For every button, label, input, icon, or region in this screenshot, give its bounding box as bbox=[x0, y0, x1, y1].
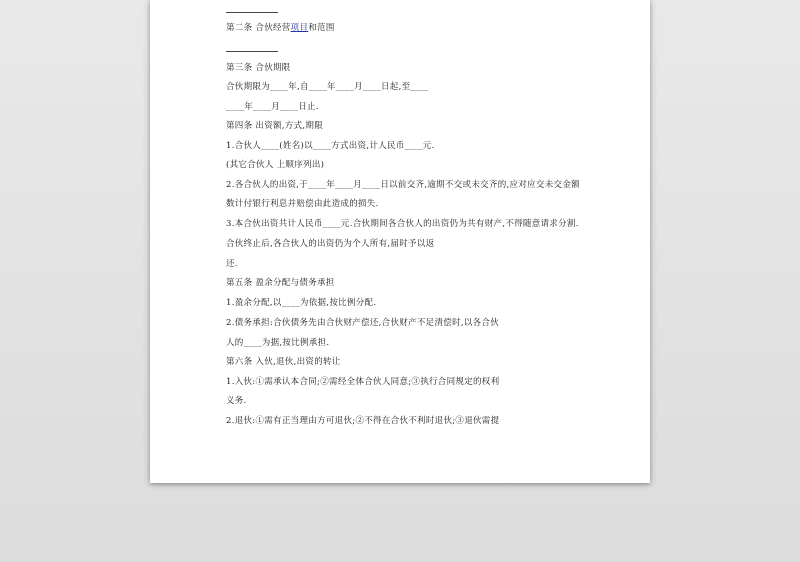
paragraph-line: (其它合伙人 上顺序列出) bbox=[226, 160, 325, 170]
paragraph-line: 1.入伙:①需承认本合同;②需经全体合伙人同意;③执行合同规定的权利 bbox=[226, 377, 500, 387]
article-5-heading: 第五条 盈余分配与债务承担 bbox=[226, 278, 335, 288]
paragraph-line: 2.退伙:①需有正当理由方可退伙;②不得在合伙不利时退伙;③退伙需提 bbox=[226, 416, 500, 426]
article-4-heading: 第四条 出资额,方式,期限 bbox=[226, 121, 324, 131]
blank-underline-top bbox=[226, 12, 278, 13]
article-6-heading: 第六条 入伙,退伙,出资的转让 bbox=[226, 357, 341, 367]
paragraph-line: 1.盈余分配,以____为依据,按比例分配. bbox=[226, 298, 377, 308]
paragraph-line: 合伙期限为____年,自____年____月____日起,至____ bbox=[226, 82, 429, 92]
paragraph-line: 3.本合伙出资共计人民币____元.合伙期间各合伙人的出资仍为共有财产,不得随意请求分割. bbox=[226, 219, 579, 229]
article-2-heading bbox=[226, 21, 335, 35]
paragraph-line: 数计付银行利息并赔偿由此造成的损失. bbox=[226, 199, 379, 209]
paragraph-line: 人的____为据,按比例承担. bbox=[226, 338, 330, 348]
article-3-heading: 第三条 合伙期限 bbox=[226, 63, 291, 73]
document-page bbox=[150, 0, 650, 483]
paragraph-line: 2.债务承担:合伙债务先由合伙财产偿还,合伙财产不足清偿时,以各合伙 bbox=[226, 318, 500, 328]
paragraph-line: 1.合伙人____(姓名)以____方式出资,计人民币____元. bbox=[226, 141, 435, 151]
paragraph-line: 还. bbox=[226, 259, 238, 269]
paragraph-line: ____年____月____日止. bbox=[226, 102, 319, 112]
blank-underline-2 bbox=[226, 51, 278, 52]
paragraph-line: 义务. bbox=[226, 396, 247, 406]
project-link[interactable]: 项目 bbox=[290, 23, 309, 33]
paragraph-line: 2.各合伙人的出资,于____年____月____日以前交齐,逾期不交或未交齐的,应对应交未交金额 bbox=[226, 180, 580, 190]
paragraph-line: 合伙终止后,各合伙人的出资仍为个人所有,届时予以返 bbox=[226, 239, 435, 249]
article-2-text: 第二条 合伙经营 bbox=[226, 23, 291, 33]
article-2-text-end: 和范围 bbox=[308, 23, 335, 33]
